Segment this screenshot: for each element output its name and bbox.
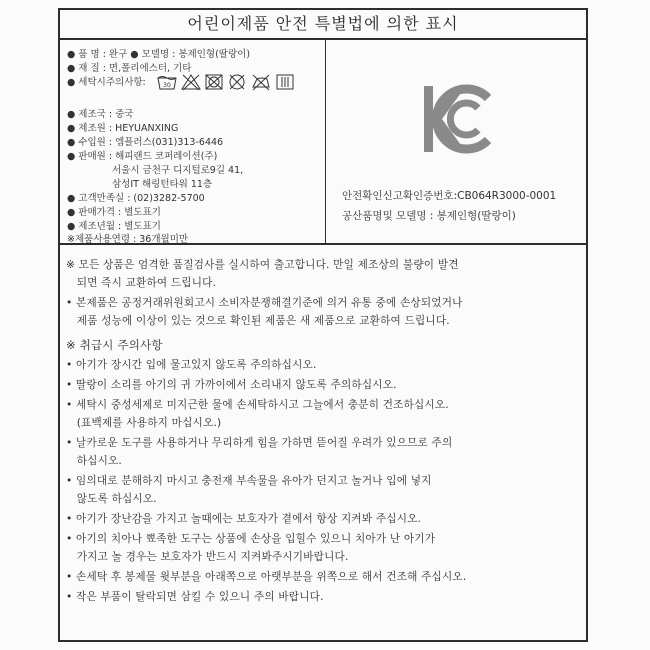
spec-left-panel [60, 40, 326, 243]
care-line: 가지고 놀 경우는 보호자가 반드시 지켜봐주시기바랍니다. [66, 551, 349, 563]
spec-address-2: 삼성IT 해링턴타워 11층 [112, 179, 213, 190]
spec-seller: ● 판매원 : 해피랜드 코퍼레이션(주) [67, 151, 218, 162]
care-line: 않도록 하십시오. [66, 493, 157, 505]
care-line: 하십시오. [66, 455, 123, 467]
care-line: (표백제를 사용하지 마십시오.) [66, 417, 222, 429]
spec-maker: ● 제조원 : HEYUANXING [67, 123, 179, 134]
care-line: • 날카로운 도구를 사용하거나 무리하게 힘을 가하면 뜯어질 우려가 있으므로 주의 [66, 437, 453, 449]
no-dry-clean-icon [227, 73, 247, 91]
care-line: • 임의대로 분해하지 마시고 충전재 부속물을 유아가 던지고 놀거나 입에 넣지 [66, 475, 432, 487]
spec-material: ● 재 질 : 면,폴리에스터, 기타 [67, 63, 192, 74]
spec-importer: ● 수입원 : 엠플러스(031)313-6446 [67, 137, 224, 148]
spec-section [60, 40, 586, 245]
spec-country: ● 제조국 : 중국 [67, 109, 134, 120]
cert-number: 안전확인신고확인증번호:CB064R3000-0001 [342, 190, 557, 202]
care-line: • 작은 부품이 탈락되면 삼킬 수 있으니 주의 바랍니다. [66, 591, 324, 603]
care-line: • 아기가 장난감을 가지고 놀때에는 보호자가 곁에서 항상 지켜봐 주십시오. [66, 513, 422, 525]
svg-text:30: 30 [163, 82, 171, 89]
spec-address-1: 서울시 금천구 디지털로9길 41, [112, 165, 244, 176]
spec-age: ※제품사용연령 : 36개월미만 [67, 234, 189, 245]
care-line: • 아기의 치아나 뾰족한 도구는 상품에 손상을 입힐수 있으니 치아가 난 아기가 [66, 533, 436, 545]
care-line: • 딸랑이 소리를 아기의 귀 가까이에서 소리내지 않도록 주의하십시오. [66, 379, 397, 391]
label-title: 어린이제품 안전 특별법에 의한 표시 [60, 10, 586, 40]
care-line: • 세탁시 중성세제로 미지근한 물에 손세탁하시고 그늘에서 충분히 건조하십시오. [66, 399, 449, 411]
care-title: ※ 취급시 주의사항 [66, 338, 163, 352]
care-icons [156, 73, 295, 91]
spec-right-panel [326, 40, 586, 243]
care-line: • 손세탁 후 봉제물 윗부분을 아래쪽으로 아랫부분을 위쪽으로 해서 건조해 주십시오. [66, 571, 467, 583]
spec-price: ● 판매가격 : 별도표기 [67, 207, 161, 218]
label-frame [58, 8, 588, 642]
notice-line: 되면 즉시 교환하여 드립니다. [66, 277, 217, 289]
spec-wash-label: ● 세탁시주의사항: [67, 77, 146, 88]
care-line: • 아기가 장시간 입에 물고있지 않도록 주의하십시오. [66, 359, 317, 371]
notice-line: 제품 성능에 이상이 있는 것으로 확인된 제품은 새 제품으로 교환하여 드립니다. [66, 315, 450, 327]
spec-manufacture-date: ● 제조년월 : 별도표기 [67, 221, 161, 232]
no-iron-icon [250, 73, 272, 91]
hand-wash-icon [156, 73, 178, 91]
spec-product: ● 품 명 : 완구 ● 모델명 : 봉제인형(딸랑이) [67, 49, 251, 60]
kc-mark-icon [422, 82, 492, 158]
notice-section [60, 245, 586, 640]
no-bleach-icon [181, 73, 201, 91]
no-machine-dry-icon [204, 73, 224, 91]
notice-line: ※ 모든 상품은 엄격한 품질검사를 실시하여 출고합니다. 만일 제조상의 불량이 발견 [66, 259, 459, 271]
cert-model: 공산품명및 모델명 : 봉제인형(딸랑이) [342, 210, 516, 222]
drip-dry-icon [275, 73, 295, 91]
notice-line: • 본제품은 공정거래위원회고시 소비자분쟁해결기준에 의거 유통 중에 손상되었거나 [66, 297, 463, 309]
spec-customer-service: ● 고객만족실 : (02)3282-5700 [67, 193, 205, 204]
